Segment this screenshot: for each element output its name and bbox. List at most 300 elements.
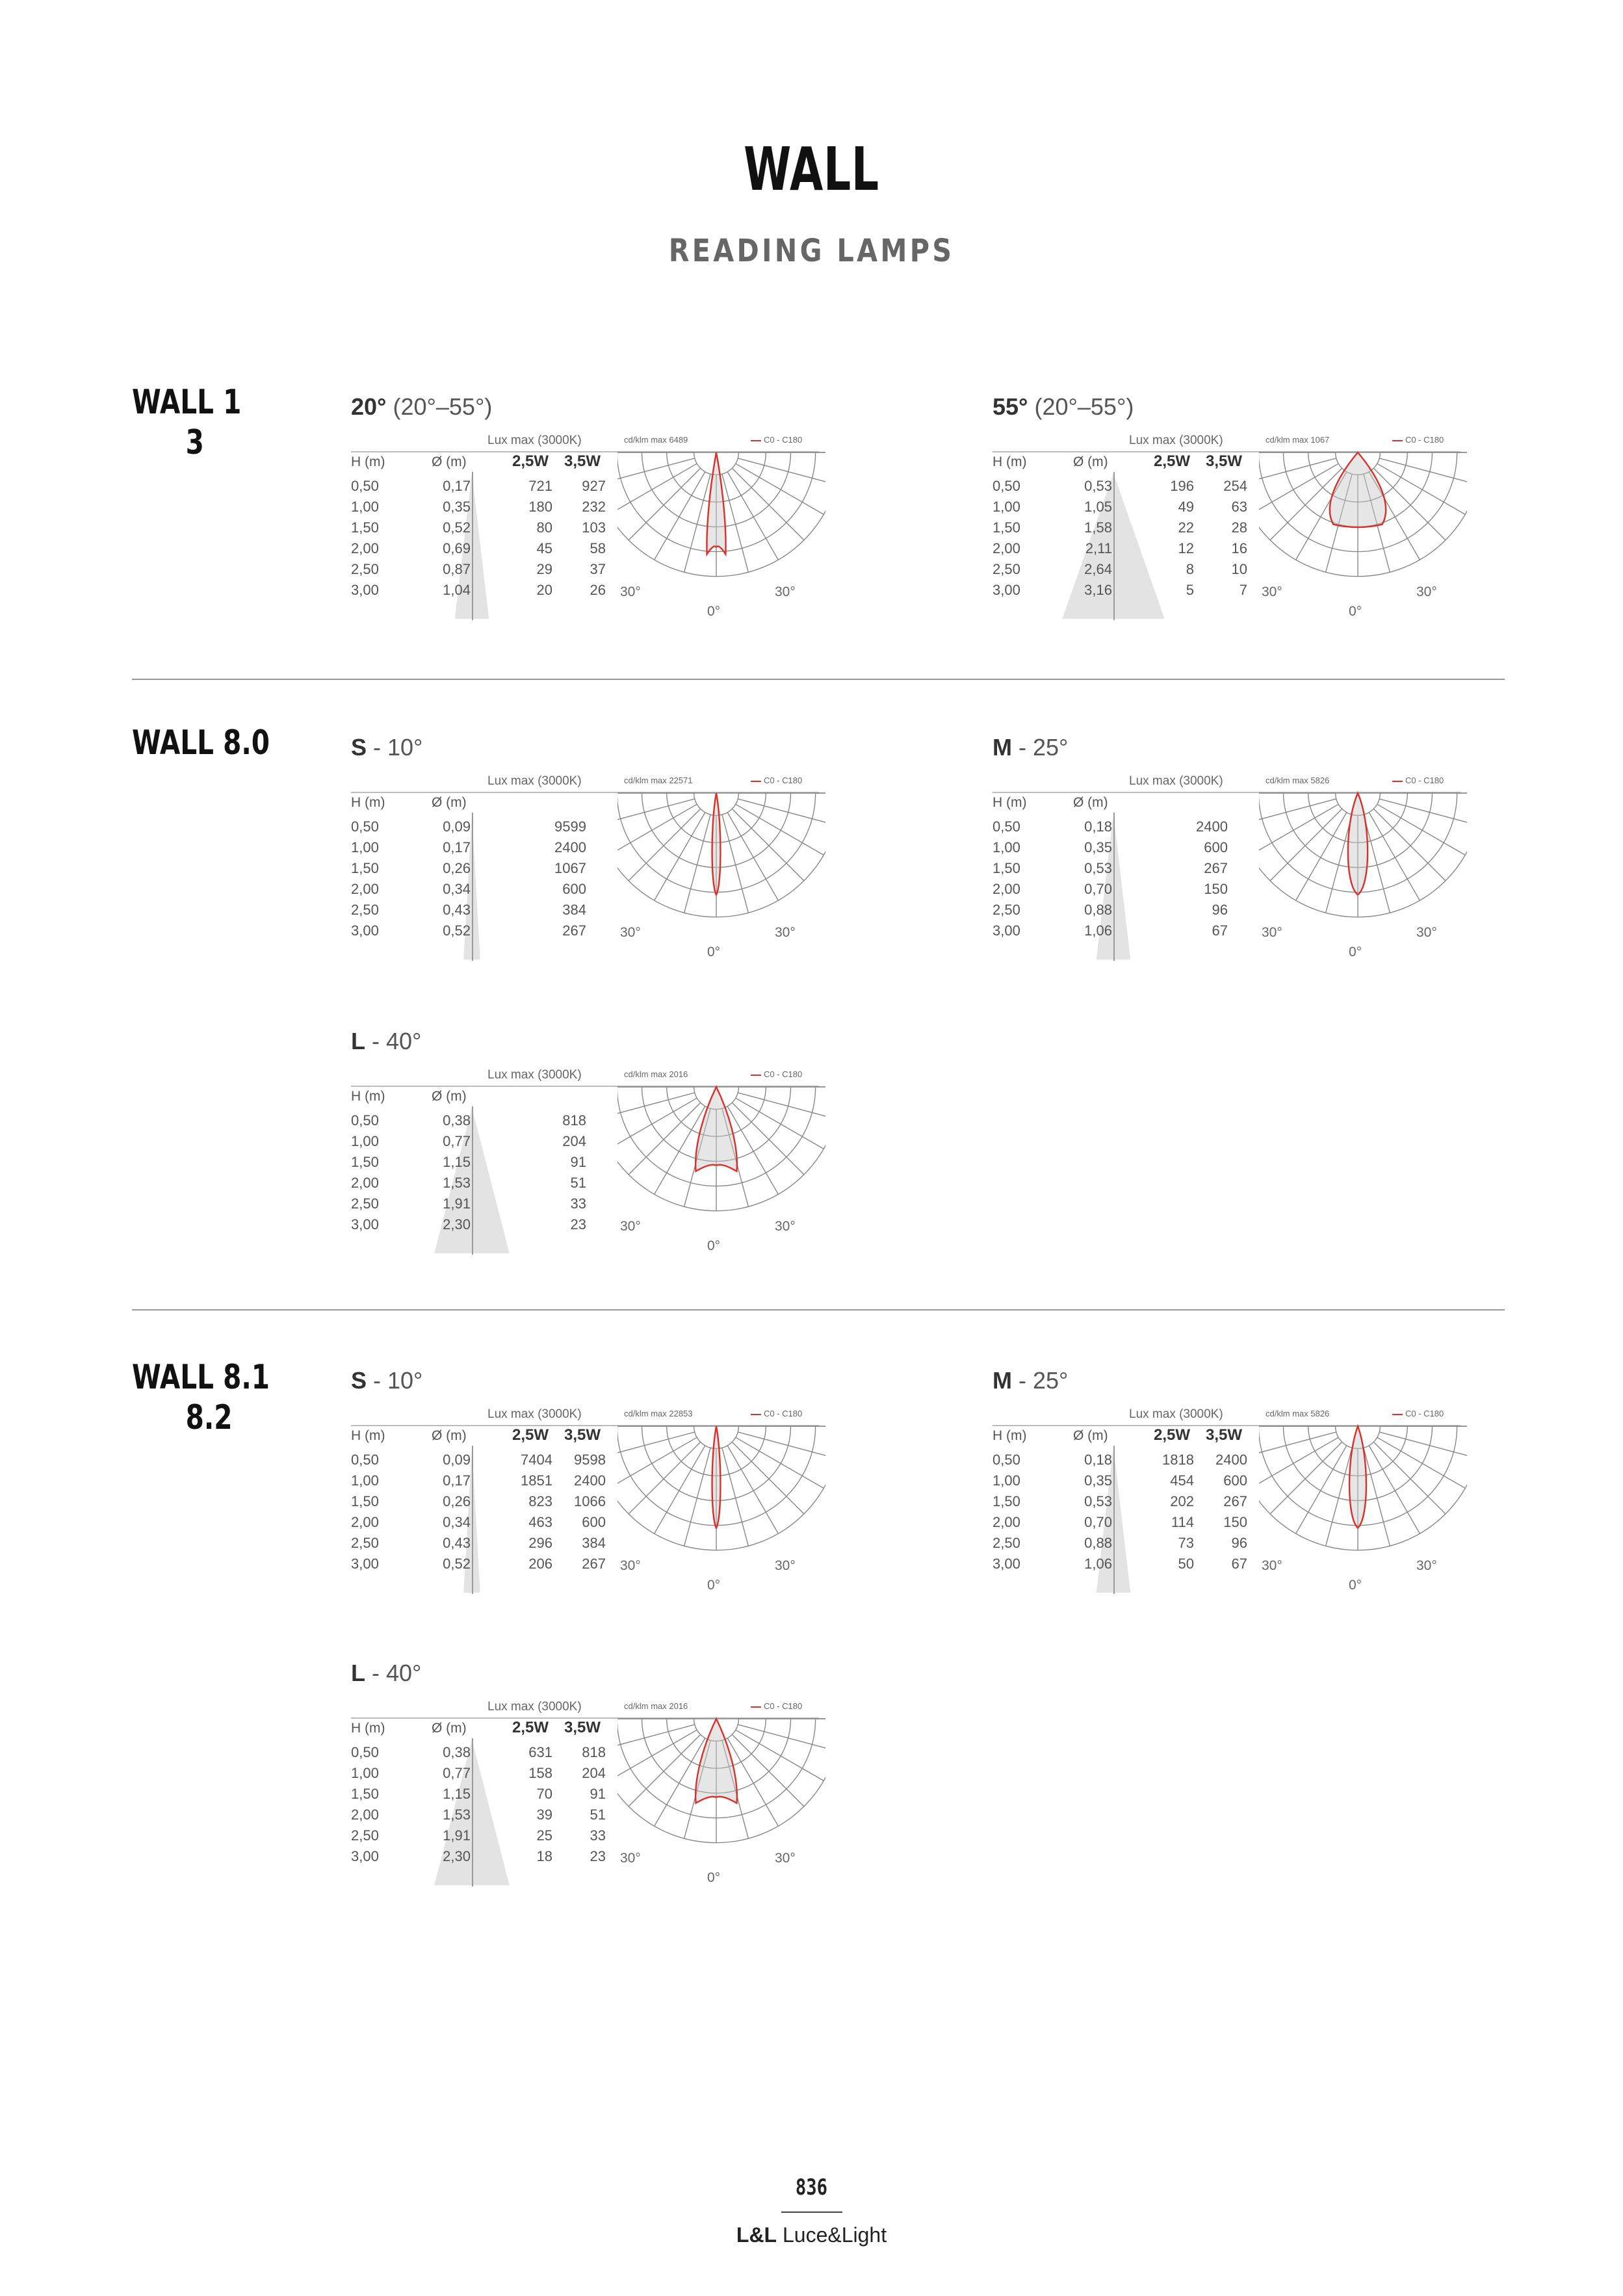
col-header-height: H (m) [351, 1089, 385, 1104]
cell-lux: 91 [570, 1154, 586, 1170]
cell-diameter: 0,38 [443, 1744, 471, 1760]
polar-grid-radial [732, 809, 804, 881]
cell-diameter: 0,52 [443, 519, 471, 536]
cell-height: 1,00 [351, 499, 379, 515]
block-title-range: (20°–55°) [1028, 393, 1134, 420]
polar-grid-radial [736, 1437, 824, 1488]
col-header-watt-2: 3,5W [564, 452, 601, 470]
cell-lux-watt-2: 67 [1231, 1556, 1247, 1572]
polar-grid-radial [629, 1734, 701, 1807]
cell-diameter: 1,91 [443, 1827, 471, 1844]
polar-grid-radial [738, 799, 825, 825]
block-title-range: (20°–55°) [386, 393, 493, 420]
polar-grid-radial [1369, 813, 1420, 900]
table-row [993, 900, 1253, 920]
polar-angle-label-zero: 0° [707, 604, 721, 619]
polar-grid-radial [1377, 1437, 1465, 1488]
polar-unit-label: cd/klm [624, 435, 649, 445]
product-block-wall81-l [351, 1662, 975, 1909]
product-block-wall1-20 [351, 395, 975, 642]
cell-lux-watt-2: 10 [1231, 561, 1247, 577]
table-row [351, 1470, 611, 1491]
cell-height: 1,00 [993, 499, 1020, 515]
block-title-range: - 10° [367, 1367, 423, 1394]
cell-height: 0,50 [351, 1744, 379, 1760]
polar-grid-radial [736, 463, 824, 514]
polar-diagram [617, 1408, 825, 1603]
table-row [993, 580, 1253, 601]
block-title-range: - 10° [367, 734, 423, 761]
cell-height: 1,00 [993, 1472, 1020, 1489]
polar-legend-label: C0 - C180 [764, 776, 803, 785]
cell-height: 3,00 [351, 1556, 379, 1572]
cell-diameter: 2,30 [443, 1216, 471, 1233]
table-row [351, 858, 611, 879]
section-divider [132, 1309, 1505, 1311]
cell-lux-watt-2: 9598 [574, 1452, 606, 1468]
cell-lux-watt-1: 721 [528, 478, 552, 494]
cell-lux-watt-2: 384 [582, 1535, 606, 1551]
cell-height: 0,50 [351, 1112, 379, 1128]
section-title-line2: 8.2 [185, 1398, 233, 1437]
polar-max-value: max 6489 [651, 435, 688, 445]
table-row [351, 1491, 611, 1512]
table-row [993, 1470, 1253, 1491]
cell-height: 2,00 [993, 1514, 1020, 1530]
product-block-wall80-s [351, 736, 975, 983]
col-header-watt-2: 3,5W [564, 1426, 601, 1444]
cell-diameter: 0,87 [443, 561, 471, 577]
polar-angle-label-right: 30° [1416, 1558, 1437, 1573]
cell-lux-watt-2: 1066 [574, 1493, 606, 1509]
polar-grid-radial [732, 468, 804, 540]
table-row [993, 538, 1253, 559]
polar-grid-radial [736, 1730, 824, 1781]
block-title [993, 395, 1134, 419]
polar-grid-radial [736, 804, 824, 855]
table-row [993, 1512, 1253, 1533]
cell-height: 2,00 [993, 540, 1020, 556]
cell-diameter: 0,35 [443, 499, 471, 515]
polar-max-value: max 5826 [1292, 1409, 1330, 1418]
col-header-watt-1: 2,5W [1154, 452, 1191, 470]
polar-unit-label: cd/klm [624, 1069, 649, 1079]
cell-height: 1,50 [351, 860, 379, 876]
col-header-diameter: Ø (m) [1073, 795, 1108, 810]
table-row [351, 1131, 611, 1152]
block-title-beam: 55° [993, 393, 1028, 420]
polar-diagram [617, 434, 825, 629]
polar-angle-label-right: 30° [1416, 925, 1437, 940]
cell-lux-watt-1: 22 [1178, 519, 1194, 536]
cell-diameter: 0,88 [1084, 1535, 1112, 1551]
cell-lux: 96 [1212, 902, 1228, 918]
product-block-wall81-s [351, 1369, 975, 1616]
cell-diameter: 0,38 [443, 1112, 471, 1128]
cell-lux-watt-2: 58 [590, 540, 606, 556]
block-title-beam: 20° [351, 393, 387, 420]
cell-height: 2,50 [993, 1535, 1020, 1551]
cell-height: 2,50 [351, 1195, 379, 1212]
col-header-height: H (m) [351, 1721, 385, 1736]
polar-grid-radial [738, 1432, 825, 1458]
polar-intensity-curve [1349, 1426, 1366, 1528]
table-row [351, 1554, 611, 1574]
product-block-wall81-m [993, 1369, 1617, 1616]
block-title-beam: L [351, 1028, 365, 1054]
cell-lux-watt-2: 28 [1231, 519, 1247, 536]
cell-lux-watt-2: 232 [582, 499, 606, 515]
table-row [351, 1784, 611, 1805]
cell-height: 0,50 [993, 478, 1020, 494]
polar-grid-radial [732, 1442, 804, 1514]
polar-grid-radial [684, 1448, 710, 1546]
cell-height: 2,50 [993, 561, 1020, 577]
polar-max-value: max 1067 [1292, 435, 1330, 445]
section-title-line1: WALL 8.0 [132, 724, 270, 763]
cell-height: 2,00 [351, 1807, 379, 1823]
cell-lux: 600 [1204, 839, 1228, 855]
polar-grid-radial [655, 472, 705, 560]
lux-max-label: Lux max (3000K) [487, 1407, 582, 1421]
cell-lux: 67 [1212, 922, 1228, 939]
block-title-beam: S [351, 734, 367, 761]
polar-max-value: max 22571 [651, 776, 693, 785]
cell-height: 2,00 [351, 1175, 379, 1191]
cell-lux-watt-2: 267 [1223, 1493, 1247, 1509]
cell-height: 1,50 [993, 860, 1020, 876]
cell-diameter: 1,05 [1084, 499, 1112, 515]
cell-lux: 384 [562, 902, 586, 918]
table-row [351, 1742, 611, 1763]
polar-diagram [617, 1701, 825, 1896]
polar-angle-label-right: 30° [775, 1219, 796, 1234]
cell-diameter: 0,26 [443, 1493, 471, 1509]
block-title [351, 736, 422, 759]
polar-legend-label: C0 - C180 [1405, 776, 1444, 785]
table-row [351, 517, 611, 538]
cell-diameter: 0,26 [443, 860, 471, 876]
col-header-height: H (m) [993, 454, 1027, 469]
cell-lux-watt-1: 8 [1186, 561, 1194, 577]
polar-angle-label-zero: 0° [707, 1870, 721, 1885]
block-title [993, 1369, 1068, 1392]
table-row [993, 1533, 1253, 1554]
product-block-wall80-m [993, 736, 1617, 983]
table-row [351, 1512, 611, 1533]
cell-height: 3,00 [351, 582, 379, 598]
table-row [351, 1194, 611, 1214]
polar-legend-label: C0 - C180 [764, 1701, 803, 1711]
col-header-diameter: Ø (m) [432, 795, 467, 810]
cell-height: 1,50 [351, 1493, 379, 1509]
cell-lux-watt-2: 204 [582, 1765, 606, 1781]
polar-max-value: max 2016 [651, 1701, 688, 1711]
polar-grid-radial [1373, 809, 1446, 881]
cell-diameter: 0,52 [443, 1556, 471, 1572]
table-header-rule [351, 1086, 624, 1087]
polar-grid-radial [722, 1448, 748, 1546]
cell-height: 2,00 [351, 881, 379, 897]
cell-height: 1,00 [993, 839, 1020, 855]
cell-height: 0,50 [351, 478, 379, 494]
polar-grid-radial [722, 474, 748, 572]
cell-lux-watt-2: 600 [582, 1514, 606, 1530]
cell-lux-watt-2: 63 [1231, 499, 1247, 515]
cell-lux: 1067 [554, 860, 586, 876]
cell-lux: 2400 [554, 839, 586, 855]
polar-unit-label: cd/klm [624, 1409, 649, 1418]
polar-grid-radial [1270, 1442, 1342, 1514]
block-title [351, 1662, 421, 1685]
cell-lux-watt-2: 267 [582, 1556, 606, 1572]
cell-lux-watt-1: 25 [536, 1827, 552, 1844]
cell-diameter: 0,17 [443, 478, 471, 494]
cell-height: 3,00 [351, 1216, 379, 1233]
table-row [993, 879, 1253, 900]
table-row [351, 1110, 611, 1131]
polar-max-value: max 22853 [651, 1409, 693, 1418]
cell-diameter: 0,77 [443, 1133, 471, 1149]
polar-unit-label: cd/klm [1266, 1409, 1290, 1418]
cell-height: 0,50 [993, 818, 1020, 835]
polar-grid-radial [1326, 1448, 1352, 1546]
cell-diameter: 1,91 [443, 1195, 471, 1212]
col-header-watt-1: 2,5W [512, 1426, 549, 1444]
cell-lux: 267 [1204, 860, 1228, 876]
cell-lux-watt-1: 29 [536, 561, 552, 577]
cell-diameter: 2,64 [1084, 561, 1112, 577]
polar-grid-radial [736, 1098, 824, 1149]
polar-legend-label: C0 - C180 [764, 1069, 803, 1079]
table-row [351, 837, 611, 858]
cell-lux: 23 [570, 1216, 586, 1233]
cell-height: 1,50 [993, 1493, 1020, 1509]
cell-lux-watt-1: 20 [536, 582, 552, 598]
polar-angle-label-left: 30° [620, 925, 641, 940]
cell-height: 2,50 [351, 1535, 379, 1551]
cell-lux-watt-1: 5 [1186, 582, 1194, 598]
cell-height: 3,00 [351, 922, 379, 939]
cell-diameter: 1,53 [443, 1175, 471, 1191]
lux-max-label: Lux max (3000K) [1129, 1407, 1223, 1421]
polar-grid-radial [1377, 804, 1465, 855]
cell-height: 3,00 [993, 922, 1020, 939]
cell-lux-watt-1: 70 [536, 1786, 552, 1802]
cell-lux-watt-1: 114 [1171, 1514, 1194, 1530]
section-title-line1: WALL 8.1 [132, 1358, 270, 1397]
polar-unit-label: cd/klm [624, 776, 649, 785]
cell-height: 1,50 [351, 519, 379, 536]
polar-legend-label: C0 - C180 [764, 435, 803, 445]
cell-height: 1,00 [351, 1472, 379, 1489]
table-row [993, 858, 1253, 879]
block-title-beam: L [351, 1660, 365, 1686]
polar-angle-label-left: 30° [1262, 584, 1282, 599]
cell-lux-watt-1: 631 [528, 1744, 552, 1760]
cell-lux-watt-1: 7404 [521, 1452, 552, 1468]
cell-lux-watt-2: 16 [1231, 540, 1247, 556]
cell-diameter: 0,69 [443, 540, 471, 556]
polar-angle-label-right: 30° [775, 1558, 796, 1573]
col-header-diameter: Ø (m) [1073, 1428, 1108, 1443]
cell-height: 3,00 [993, 582, 1020, 598]
col-header-watt-2: 3,5W [1206, 452, 1243, 470]
cell-lux-watt-2: 150 [1223, 1514, 1247, 1530]
cell-lux-watt-2: 96 [1231, 1535, 1247, 1551]
cell-lux-watt-2: 37 [590, 561, 606, 577]
table-row [351, 1173, 611, 1194]
cell-diameter: 0,43 [443, 1535, 471, 1551]
cell-lux-watt-1: 80 [536, 519, 552, 536]
lux-max-label: Lux max (3000K) [1129, 434, 1223, 447]
cell-diameter: 0,18 [1084, 818, 1112, 835]
polar-grid-radial [727, 472, 778, 560]
cell-lux: 9599 [554, 818, 586, 835]
cell-lux: 818 [562, 1112, 586, 1128]
cell-lux-watt-1: 45 [536, 540, 552, 556]
col-header-height: H (m) [351, 795, 385, 810]
polar-angle-label-left: 30° [620, 584, 641, 599]
table-row [351, 538, 611, 559]
cell-height: 1,50 [351, 1786, 379, 1802]
page-number-rule [781, 2211, 842, 2213]
product-block-wall1-55 [993, 395, 1617, 642]
polar-grid-radial [655, 1446, 705, 1533]
table-row [351, 1846, 611, 1867]
cell-height: 1,00 [351, 1765, 379, 1781]
cell-lux-watt-2: 927 [582, 478, 606, 494]
cell-lux-watt-2: 7 [1239, 582, 1247, 598]
cell-diameter: 2,11 [1085, 540, 1112, 556]
cell-lux-watt-2: 91 [590, 1786, 606, 1802]
table-row [351, 879, 611, 900]
cell-diameter: 0,17 [443, 839, 471, 855]
polar-grid-radial [738, 458, 825, 484]
cell-height: 2,50 [993, 902, 1020, 918]
block-title-range: - 40° [365, 1660, 422, 1686]
polar-diagram [617, 775, 825, 970]
polar-intensity-curve [695, 1719, 737, 1803]
polar-grid-radial [1377, 463, 1465, 514]
cell-height: 2,50 [351, 1827, 379, 1844]
polar-grid-radial [629, 809, 701, 881]
cell-diameter: 0,18 [1084, 1452, 1112, 1468]
polar-grid-radial [629, 1442, 701, 1514]
block-title [351, 1030, 421, 1053]
polar-diagram [1259, 1408, 1467, 1603]
polar-intensity-curve [1348, 793, 1368, 894]
cell-diameter: 0,52 [443, 922, 471, 939]
cell-diameter: 1,15 [443, 1786, 471, 1802]
table-row [993, 816, 1253, 837]
cell-lux: 267 [562, 922, 586, 939]
table-header-rule [351, 792, 624, 793]
polar-angle-label-zero: 0° [1349, 945, 1362, 959]
polar-angle-label-right: 30° [775, 584, 796, 599]
cell-lux-watt-1: 463 [528, 1514, 552, 1530]
col-header-watt-1: 2,5W [512, 452, 549, 470]
table-row [351, 497, 611, 517]
col-header-diameter: Ø (m) [432, 454, 467, 469]
cell-lux-watt-2: 2400 [574, 1472, 606, 1489]
polar-grid-radial [1379, 799, 1467, 825]
table-row [351, 1805, 611, 1825]
polar-grid-radial [738, 1093, 825, 1119]
block-title-range: - 25° [1012, 734, 1069, 761]
polar-angle-label-left: 30° [1262, 925, 1282, 940]
cell-lux-watt-1: 196 [1170, 478, 1194, 494]
cell-diameter: 0,09 [443, 818, 471, 835]
polar-unit-label: cd/klm [624, 1701, 649, 1711]
polar-grid-radial [1379, 1432, 1467, 1458]
polar-legend-label: C0 - C180 [1405, 435, 1444, 445]
col-header-diameter: Ø (m) [432, 1721, 467, 1736]
cell-diameter: 1,06 [1084, 922, 1112, 939]
col-header-height: H (m) [993, 1428, 1027, 1443]
table-row [351, 1763, 611, 1784]
polar-grid-radial [1364, 1448, 1390, 1546]
polar-angle-label-left: 30° [620, 1558, 641, 1573]
block-title-range: - 40° [365, 1028, 422, 1054]
polar-angle-label-zero: 0° [1349, 1578, 1362, 1593]
polar-legend-label: C0 - C180 [764, 1409, 803, 1418]
cell-lux: 204 [562, 1133, 586, 1149]
cell-diameter: 0,35 [1084, 1472, 1112, 1489]
cell-lux-watt-1: 158 [528, 1765, 552, 1781]
block-title-beam: S [351, 1367, 367, 1394]
table-row [993, 1450, 1253, 1470]
polar-grid-radial [722, 815, 748, 913]
lux-max-label: Lux max (3000K) [487, 774, 582, 788]
cell-height: 0,50 [351, 818, 379, 835]
polar-angle-label-zero: 0° [707, 1238, 721, 1253]
polar-angle-label-left: 30° [620, 1219, 641, 1234]
cell-diameter: 0,70 [1084, 1514, 1112, 1530]
cell-diameter: 1,04 [443, 582, 471, 598]
cell-diameter: 0,70 [1084, 881, 1112, 897]
page-title: WALL [744, 135, 879, 204]
polar-intensity-curve [695, 1087, 737, 1171]
cell-lux-watt-2: 818 [582, 1744, 606, 1760]
polar-grid-radial [1379, 458, 1467, 484]
polar-max-value: max 5826 [1292, 776, 1330, 785]
polar-grid-radial [727, 813, 778, 900]
cell-lux-watt-2: 103 [582, 519, 606, 536]
table-row [351, 1450, 611, 1470]
table-row [993, 476, 1253, 497]
cell-diameter: 0,53 [1084, 1493, 1112, 1509]
cell-lux: 51 [570, 1175, 586, 1191]
cell-height: 2,50 [351, 561, 379, 577]
block-title [351, 395, 492, 419]
polar-grid-radial [684, 474, 710, 572]
lux-max-label: Lux max (3000K) [487, 434, 582, 447]
table-row [993, 920, 1253, 941]
polar-angle-label-right: 30° [1416, 584, 1437, 599]
polar-intensity-curve [712, 793, 721, 894]
cell-height: 1,00 [351, 1133, 379, 1149]
cell-diameter: 0,17 [443, 1472, 471, 1489]
polar-grid-radial [1270, 809, 1342, 881]
table-row [993, 1491, 1253, 1512]
block-title-beam: M [993, 1367, 1012, 1394]
cell-height: 3,00 [351, 1848, 379, 1864]
block-title-range: - 25° [1012, 1367, 1069, 1394]
col-header-diameter: Ø (m) [1073, 454, 1108, 469]
cell-diameter: 1,15 [443, 1154, 471, 1170]
cell-lux-watt-1: 180 [528, 499, 552, 515]
